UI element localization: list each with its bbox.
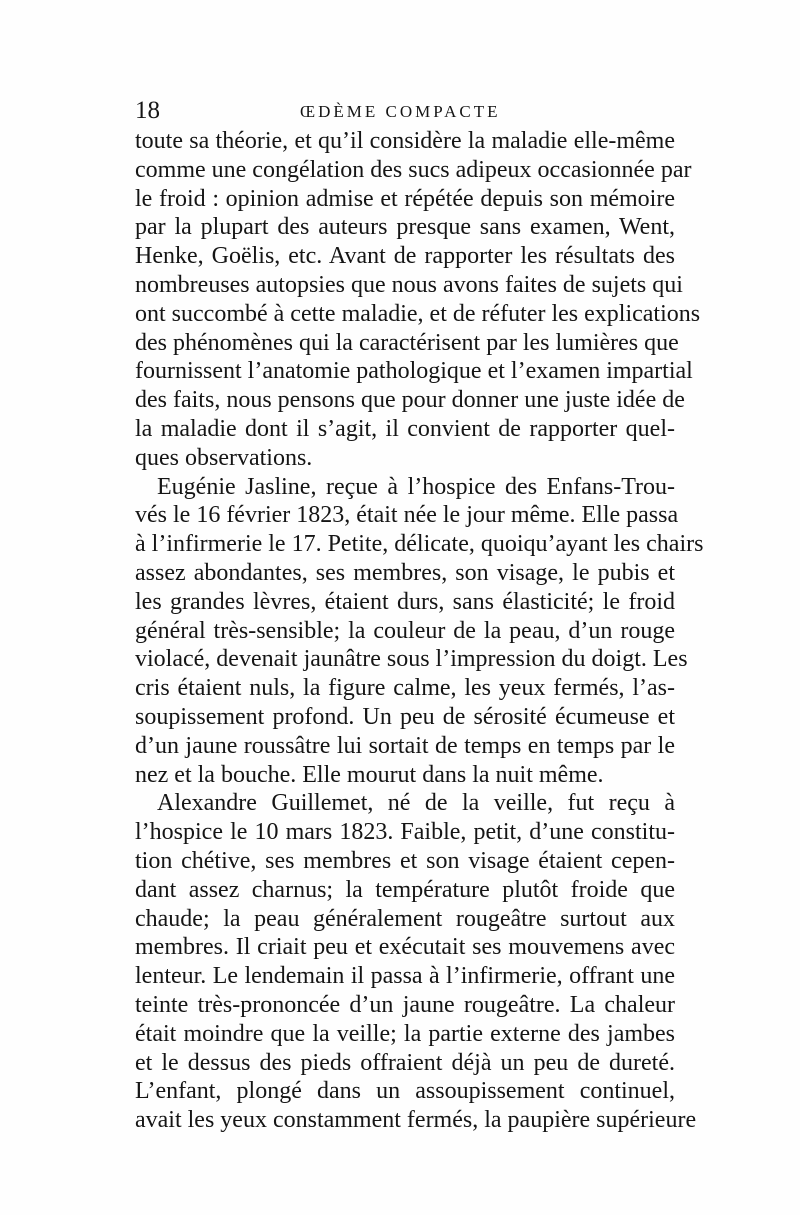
text-line: la maladie dont il s’agit, il convient de rapporter quel- xyxy=(135,415,675,442)
text-line: teinte très-prononcée d’un jaune rougeâtre. La chaleur xyxy=(135,991,675,1018)
text-line: l’hospice le 10 mars 1823. Faible, petit, d’une constitu- xyxy=(135,819,675,846)
text-line: lenteur. Le lendemain il passa à l’infirmerie, offrant une xyxy=(135,963,675,990)
text-line: par la plupart des auteurs presque sans examen, Went, xyxy=(135,214,675,241)
paragraph-first-line: Eugénie Jasline, reçue à l’hospice des Enfans-Trou- xyxy=(157,473,675,500)
text-line: ques observations. xyxy=(135,444,313,471)
text-line: assez abondantes, ses membres, son visage, le pubis et xyxy=(135,559,675,586)
text-line: membres. Il criait peu et exécutait ses mouvemens avec xyxy=(135,934,675,961)
text-line: le froid : opinion admise et répétée depuis son mémoire xyxy=(135,185,675,212)
running-title: ŒDÈME COMPACTE xyxy=(300,102,501,121)
text-line: fournissent l’anatomie pathologique et l’examen impartial xyxy=(135,358,693,385)
text-line: à l’infirmerie le 17. Petite, délicate, quoiqu’ayant les chairs xyxy=(135,531,704,558)
text-line: Henke, Goëlis, etc. Avant de rapporter les résultats des xyxy=(135,243,675,270)
text-line: était moindre que la veille; la partie externe des jambes xyxy=(135,1020,675,1047)
text-line: ont succombé à cette maladie, et de réfuter les explications xyxy=(135,300,701,327)
text-line: toute sa théorie, et qu’il considère la maladie elle-même xyxy=(135,128,675,154)
text-line: nez et la bouche. Elle mourut dans la nuit même. xyxy=(135,761,604,788)
text-line: comme une congélation des sucs adipeux occasionnée par xyxy=(135,156,692,183)
paragraph-first-line: Alexandre Guillemet, né de la veille, fut reçu à xyxy=(157,790,675,817)
page-number: 18 xyxy=(135,97,160,124)
text-line: dant assez charnus; la température plutôt froide que xyxy=(135,876,675,903)
text-line: chaude; la peau généralement rougeâtre surtout aux xyxy=(135,905,675,932)
text-line: général très-sensible; la couleur de la peau, d’un rouge xyxy=(135,617,675,644)
text-line: soupissement profond. Un peu de sérosité écumeuse et xyxy=(135,703,675,730)
text-line: violacé, devenait jaunâtre sous l’impression du doigt. Les xyxy=(135,646,688,673)
text-line: nombreuses autopsies que nous avons faites de sujets qui xyxy=(135,271,683,298)
text-line: des phénomènes qui la caractérisent par les lumières que xyxy=(135,329,679,356)
text-line: L’enfant, plongé dans un assoupissement continuel, xyxy=(135,1078,675,1105)
text-line: cris étaient nuls, la figure calme, les yeux fermés, l’as- xyxy=(135,675,675,702)
text-line: d’un jaune roussâtre lui sortait de temps en temps par le xyxy=(135,732,675,759)
text-line: et le dessus des pieds offraient déjà un peu de dureté. xyxy=(135,1049,675,1076)
text-line: tion chétive, ses membres et son visage étaient cepen- xyxy=(135,847,675,874)
running-head xyxy=(135,96,675,126)
text-line: avait les yeux constamment fermés, la paupière supérieure xyxy=(135,1107,697,1134)
text-line: les grandes lèvres, étaient durs, sans élasticité; le froid xyxy=(135,588,675,615)
body-text xyxy=(135,127,704,1135)
text-line: vés le 16 février 1823, était née le jour même. Elle passa xyxy=(135,502,679,529)
text-line: des faits, nous pensons que pour donner une juste idée de xyxy=(135,387,685,414)
